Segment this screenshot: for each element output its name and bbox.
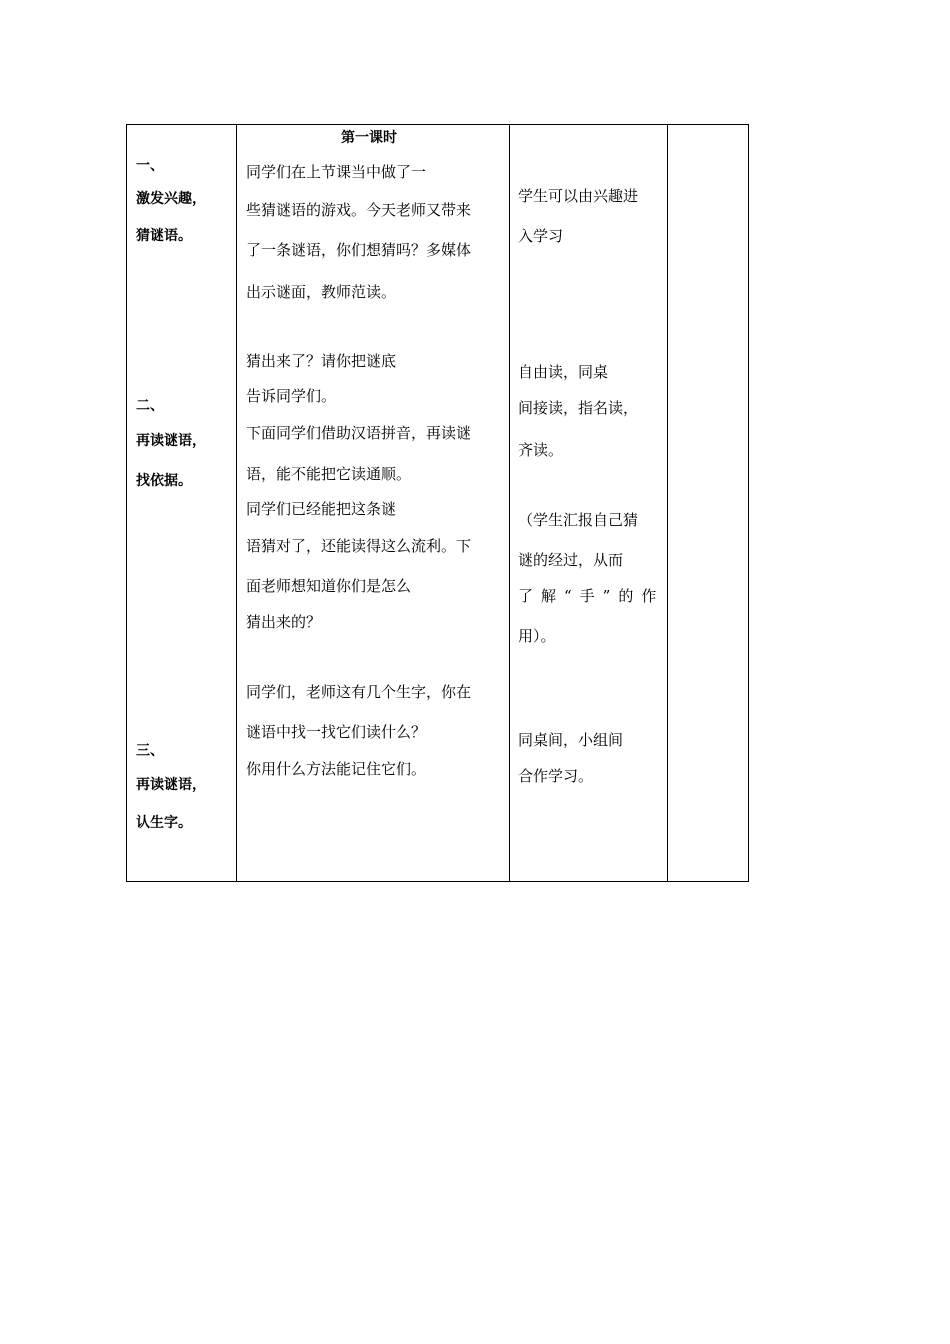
student-text-line: 同桌间，小组间 (518, 731, 624, 749)
student-text-line: （学生汇报自己猜 (518, 511, 639, 529)
column-divider (667, 125, 668, 881)
teacher-text-line: 面老师想知道你们是怎么 (246, 577, 412, 595)
teacher-text-line: 猜出来的？ (246, 613, 322, 631)
student-text-line: 入学习 (518, 227, 564, 245)
section-2-title: 找依据。 (136, 473, 192, 489)
teacher-text-line: 告诉同学们。 (246, 387, 337, 405)
section-1-title: 猜谜语。 (136, 228, 192, 244)
teacher-text-line: 语猜对了，还能读得这么流利。下 (246, 537, 472, 555)
section-2-title: 再读谜语， (136, 433, 206, 449)
student-text-line: 间接读，指名读， (518, 399, 639, 417)
student-text-line: 用）。 (518, 627, 556, 645)
section-2-number: 二、 (136, 398, 164, 414)
section-3-title: 再读谜语， (136, 777, 206, 793)
column-divider (236, 125, 237, 881)
teacher-text-line: 下面同学们借助汉语拼音，再读谜 (246, 424, 472, 442)
teacher-text-line: 猜出来了？请你把谜底 (246, 352, 397, 370)
teacher-text-line: 些猜谜语的游戏。今天老师又带来 (246, 201, 472, 219)
student-text-line: 学生可以由兴趣进 (518, 187, 639, 205)
student-text-line: 齐读。 (518, 441, 564, 459)
teacher-text-line: 出示谜面，教师范读。 (246, 283, 397, 301)
section-3-title: 认生字。 (136, 815, 192, 831)
student-text-line: 合作学习。 (518, 767, 594, 785)
teacher-text-line: 语，能不能把它读通顺。 (246, 465, 412, 483)
student-text-line: 自由读，同桌 (518, 363, 609, 381)
section-1-number: 一、 (136, 158, 164, 174)
teacher-text-line: 同学们已经能把这条谜 (246, 500, 397, 518)
teacher-text-line: 谜语中找一找它们读什么？ (246, 723, 427, 741)
section-1-title: 激发兴趣， (136, 191, 206, 207)
teacher-text-line: 了一条谜语，你们想猜吗？多媒体 (246, 241, 472, 259)
teacher-text-line: 同学们，老师这有几个生字，你在 (246, 683, 472, 701)
teacher-text-line: 同学们在上节课当中做了一 (246, 163, 427, 181)
section-3-number: 三、 (136, 743, 164, 759)
lesson-period-header: 第一课时 (341, 130, 397, 146)
teacher-text-line: 你用什么方法能记住它们。 (246, 760, 427, 778)
student-text-line: 谜的经过，从而 (518, 551, 624, 569)
lesson-plan-table (126, 124, 749, 882)
student-text-line: 了解“手”的作 (518, 587, 665, 605)
column-divider (509, 125, 510, 881)
